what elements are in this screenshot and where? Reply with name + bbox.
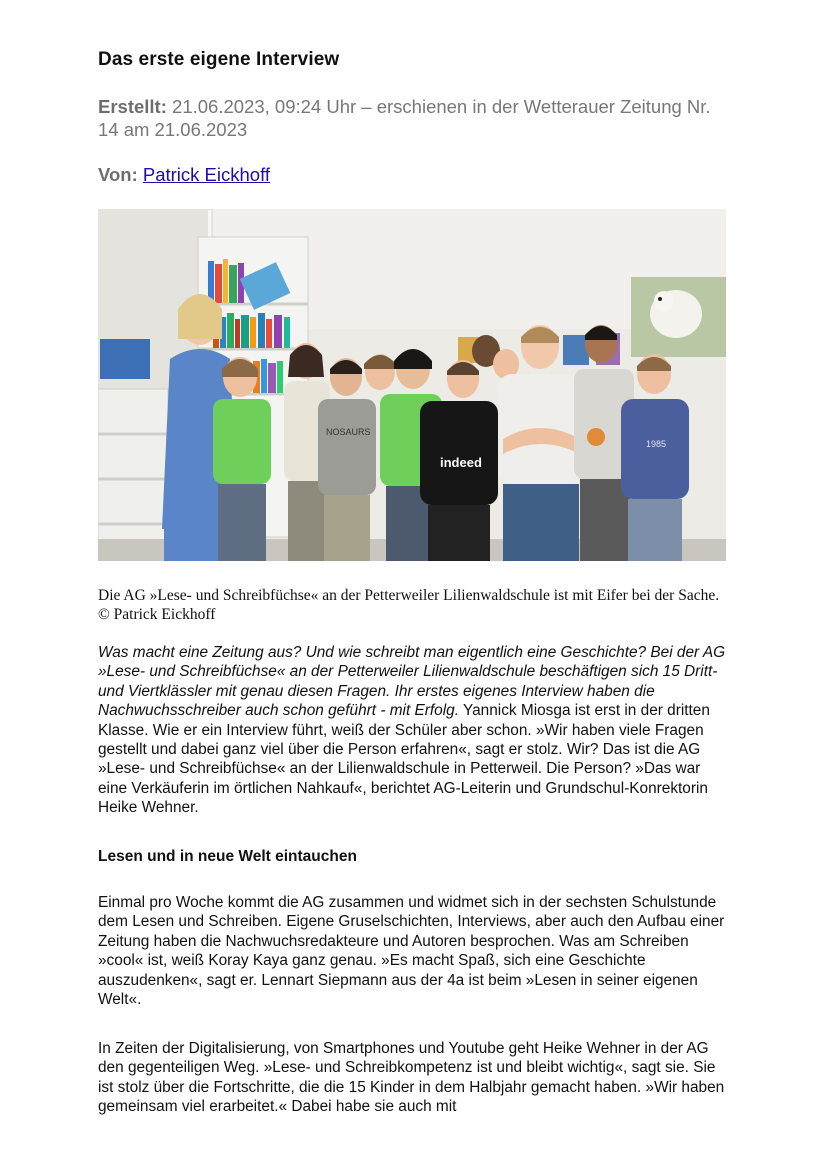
svg-text:NOSAURS: NOSAURS — [326, 427, 371, 437]
paragraph-1: Einmal pro Woche kommt die AG zusammen und widmet sich in der sechsten Schulstunde dem Lesen und Schreiben. Eigene Gruselschichten, Interviews, aber auch den Aufbau einer Zeitung haben die Nachwuchsredakteure und Autoren besprochen. Was am Schreiben »cool« ist, weiß Koray Kaya ganz genau. »Es macht Spaß, sich eine Geschichte auszudenken«, sagt er. Lennart Siepmann aus der 4a ist beim »Lesen in seiner eigenen Welt«. — [98, 894, 725, 1009]
lead-paragraph — [98, 643, 730, 818]
svg-text:1985: 1985 — [646, 439, 667, 449]
author-link[interactable]: Patrick Eickhoff — [142, 164, 271, 185]
created-text: 21.06.2023, 09:24 Uhr – erschienen in der Wetterauer Zeitung Nr. 14 am 21.06.2023 — [98, 96, 711, 140]
article-photo — [98, 209, 726, 561]
author-label: Von: — [98, 164, 138, 185]
author-line — [98, 164, 270, 186]
subheading: Lesen und in neue Welt eintauchen — [98, 848, 357, 865]
lead-text: Yannick Miosga ist erst in der dritten Klasse. Wie er ein Interview führt, weiß der Schüler aber schon. »Wir haben viele Fragen gestellt und dabei ganz viel über die Person erfahren«, sagt er stolz. Wir? Das ist die AG »Lese- und Schreibfüchse« an der Lilienwaldschule in Petterweil. Die Person? »Das war eine Verkäuferin im örtlichen Nahkauf«, berichtet AG-Leiterin und Grundschul-Konrektorin Heike Wehner. — [98, 702, 710, 817]
created-label: Erstellt: — [98, 96, 167, 117]
photo-caption: Die AG »Lese- und Schreibfüchse« an der Petterweiler Lilienwaldschule ist mit Eifer bei der Sache. © Patrick Eickhoff — [98, 587, 720, 623]
created-info — [98, 95, 728, 141]
article-title: Das erste eigene Interview — [98, 49, 340, 70]
lead-italic: Was macht eine Zeitung aus? Und wie schreibt man eigentlich eine Geschichte? Bei der AG »Lese- und Schreibfüchse« an der Petterweiler Lilienwaldschule beschäftigen sich 15 Dritt- und Viertklässler mit genau diesen Fragen. Ihr erstes eigenes Interview haben die Nachwuchsschreiber auch schon geführt - mit Erfolg. — [98, 644, 726, 720]
shirt-text: indeed — [440, 455, 482, 470]
paragraph-2: In Zeiten der Digitalisierung, von Smartphones und Youtube geht Heike Wehner in der AG den gegenteiligen Weg. »Lese- und Schreibkompetenz ist und bleibt wichtig«, sagt sie. Sie ist stolz über die Fortschritte, die die 15 Kinder in dem Halbjahr gemacht haben. »Wir haben gemeinsam viel erarbeitet.« Dabei habe sie auch mit — [98, 1040, 725, 1116]
group-photo-image — [98, 209, 726, 561]
